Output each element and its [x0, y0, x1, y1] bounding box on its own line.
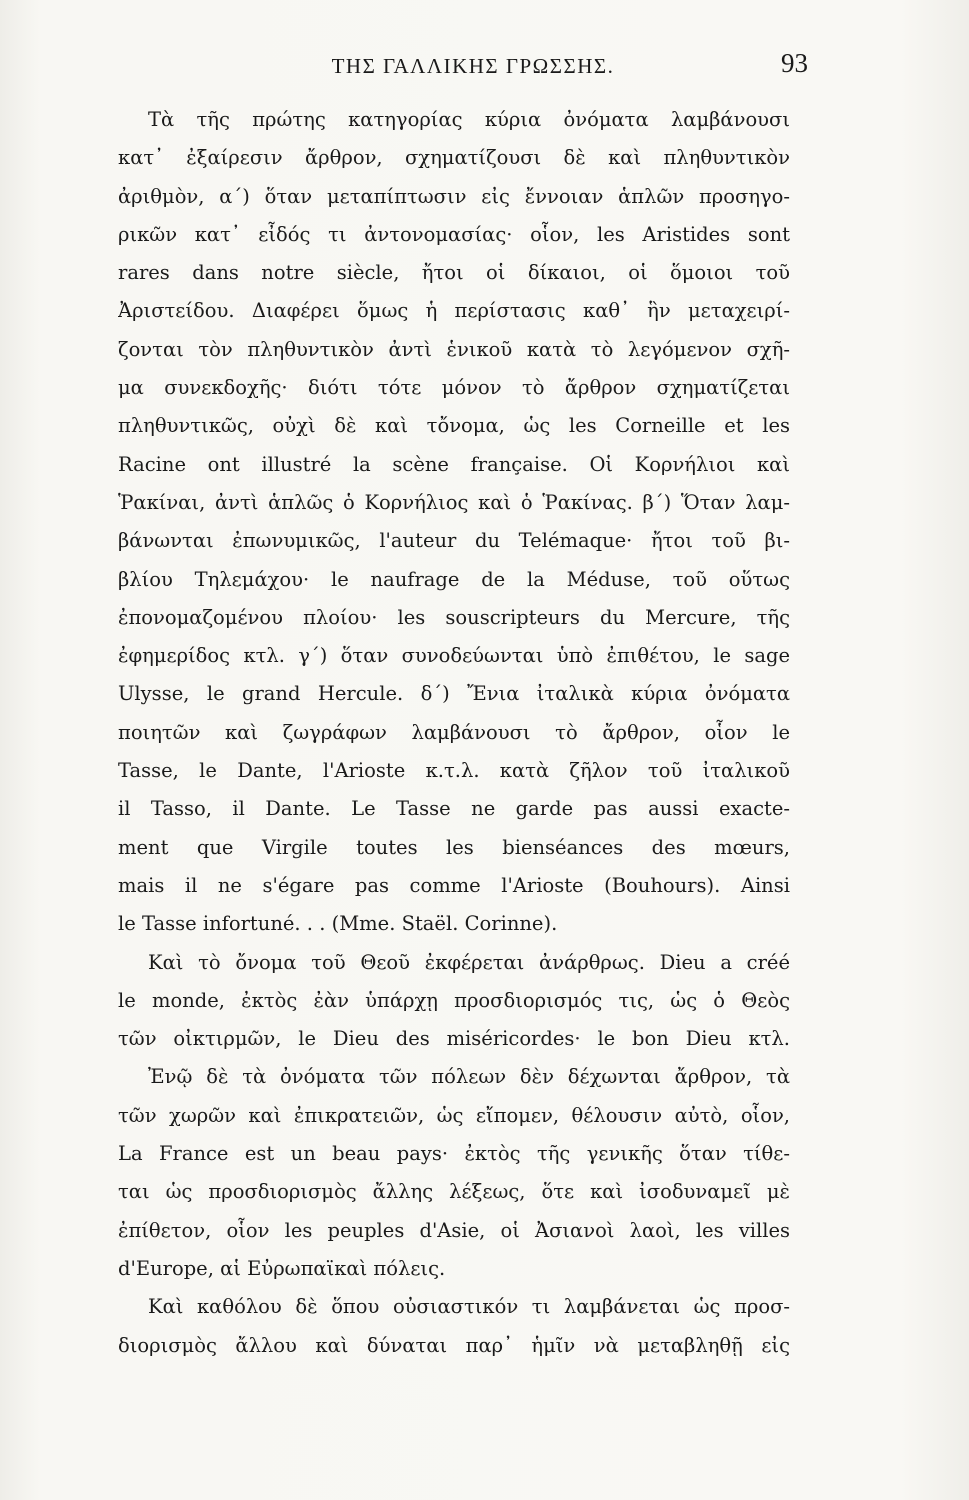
- text-line: τῶν χωρῶν καὶ ἐπικρατειῶν, ὡς εἴπομεν, θέλουσιν αὐτὸ, οἷον,: [118, 1103, 790, 1127]
- text-line: ἐφημερίδος κτλ. γ΄) ὅταν συνοδεύωνται ὑπὸ ἐπιθέτου, le sage: [118, 644, 790, 668]
- text-line: le Tasse infortuné. . . (Mme. Staël. Corinne).: [118, 912, 558, 936]
- body-text: [118, 101, 790, 1365]
- text-line: Καὶ τὸ ὄνομα τοῦ Θεοῦ ἐκφέρεται ἀνάρθρως. Dieu a créé: [148, 950, 790, 974]
- text-line: Racine ont illustré la scène française. Οἱ Κορνήλιοι καὶ: [118, 452, 790, 476]
- text-line: τῶν οἰκτιρμῶν, le Dieu des miséricordes· le bon Dieu κτλ.: [118, 1027, 790, 1051]
- text-line: Ἐνῷ δὲ τὰ ὀνόματα τῶν πόλεων δὲν δέχωνται ἄρθρον, τὰ: [148, 1065, 790, 1089]
- text-line: mais il ne s'égare pas comme l'Arioste (Bouhours). Ainsi: [118, 873, 790, 897]
- running-title: ΤΗΣ ΓΑΛΛΙΚΗΣ ΓΡΩΣΣΗΣ.: [331, 54, 615, 78]
- text-line: ποιητῶν καὶ ζωγράφων λαμβάνουσι τὸ ἄρθρον, οἷον le: [118, 720, 790, 744]
- text-line: ται ὡς προσδιορισμὸς ἄλλης λέξεως, ὅτε καὶ ἰσοδυναμεῖ μὲ: [118, 1180, 790, 1204]
- text-line: ζονται τὸν πληθυντικὸν ἀντὶ ἑνικοῦ κατὰ τὸ λεγόμενον σχῆ-: [118, 337, 790, 361]
- text-line: Καὶ καθόλου δὲ ὅπου οὐσιαστικόν τι λαμβάνεται ὡς προσ-: [148, 1295, 790, 1319]
- text-line: ἐπίθετον, οἷον les peuples d'Asie, οἱ Ἀσιανοὶ λαοὶ, les villes: [118, 1218, 790, 1242]
- page-number: 93: [781, 48, 808, 78]
- text-line: le monde, ἐκτὸς ἐὰν ὑπάρχῃ προσδιορισμός τις, ὡς ὁ Θεὸς: [118, 988, 790, 1012]
- text-line: d'Europe, αἱ Εὐρωπαϊκαὶ πόλεις.: [118, 1256, 446, 1280]
- text-line: μα συνεκδοχῆς· διότι τότε μόνον τὸ ἄρθρον σχηματίζεται: [118, 376, 790, 400]
- text-line: Ulysse, le grand Hercule. δ΄) Ἔνια ἰταλικὰ κύρια ὀνόματα: [118, 682, 790, 706]
- text-line: πληθυντικῶς, οὐχὶ δὲ καὶ τὄνομα, ὡς les Corneille et les: [118, 414, 790, 438]
- text-line: ρικῶν κατ᾽ εἶδός τι ἀντονομασίας· οἷον, les Aristides sont: [118, 222, 790, 246]
- text-line: il Tasso, il Dante. Le Tasse ne garde pas aussi exacte-: [118, 797, 790, 821]
- text-line: ment que Virgile toutes les bienséances des mœurs,: [118, 835, 790, 859]
- running-head: [118, 48, 808, 88]
- text-line: ἐπονομαζομένου πλοίου· les souscripteurs du Mercure, τῆς: [118, 605, 790, 629]
- text-line: διορισμὸς ἄλλου καὶ δύναται παρ᾽ ἡμῖν νὰ μεταβληθῇ εἰς: [118, 1333, 790, 1357]
- text-line: rares dans notre siècle, ἤτοι οἱ δίκαιοι, οἱ ὅμοιοι τοῦ: [118, 261, 790, 285]
- text-line: Τὰ τῆς πρώτης κατηγορίας κύρια ὀνόματα λαμβάνουσι: [148, 108, 790, 131]
- text-line: Ἀριστείδου. Διαφέρει ὅμως ἡ περίστασις καθ᾽ ἣν μεταχειρί-: [118, 299, 790, 323]
- text-line: κατ᾽ ἐξαίρεσιν ἄρθρον, σχηματίζουσι δὲ καὶ πληθυντικὸν: [118, 146, 790, 170]
- text-line: βλίου Τηλεμάχου· le naufrage de la Méduse, τοῦ οὕτως: [118, 567, 790, 591]
- text-line: Tasse, le Dante, l'Arioste κ.τ.λ. κατὰ ζῆλον τοῦ ἰταλικοῦ: [118, 759, 790, 783]
- text-line: βάνωνται ἐπωνυμικῶς, l'auteur du Telémaque· ἤτοι τοῦ βι-: [118, 529, 790, 553]
- text-line: ἀριθμὸν, α΄) ὅταν μεταπίπτωσιν εἰς ἔννοιαν ἁπλῶν προσηγο-: [118, 184, 790, 208]
- text-line: La France est un beau pays· ἐκτὸς τῆς γενικῆς ὅταν τίθε-: [118, 1142, 790, 1166]
- text-line: Ῥακίναι, ἀντὶ ἁπλῶς ὁ Κορνήλιος καὶ ὁ Ῥακίνας. β΄) Ὅταν λαμ-: [118, 490, 790, 514]
